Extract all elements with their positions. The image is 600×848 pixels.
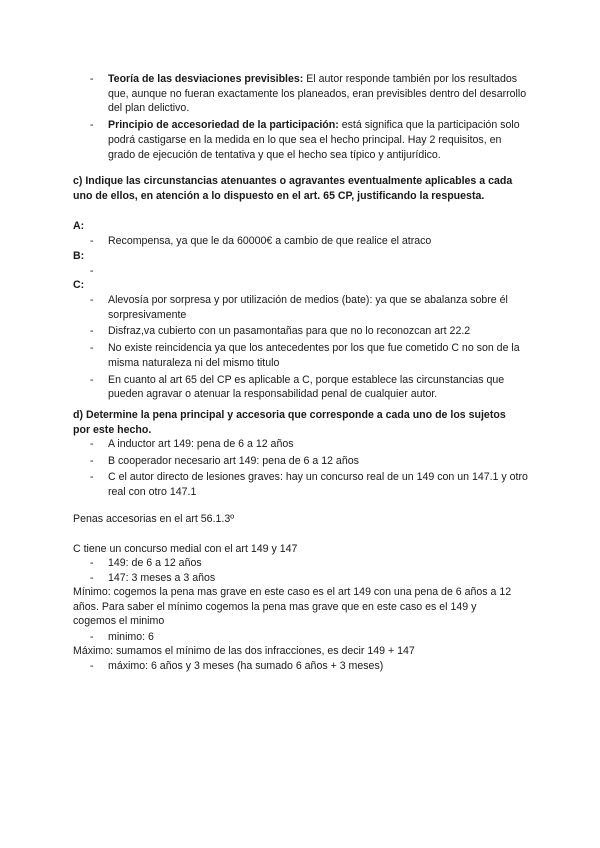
label-c: C:	[73, 279, 85, 291]
list-item: - máximo: 6 años y 3 meses (ha sumado 6 años + 3 meses)	[90, 660, 384, 672]
item-text: No existe reincidencia ya que los antecedentes por los que fue cometido C no son de la misma naturaleza ni del mismo titulo	[108, 342, 520, 369]
penas-accesorias-text: Penas accesorias en el art 56.1.3º	[73, 513, 235, 525]
item-bold-label: Teoría de las desviaciones previsibles:	[108, 73, 304, 85]
a-list	[0, 234, 600, 251]
list-item: - minimo: 6	[90, 631, 154, 643]
maximo-text: Máximo: sumamos el mínimo de las dos infracciones, es decir 149 + 147	[73, 645, 415, 657]
label-b: B:	[73, 250, 85, 262]
item-bold-label: Principio de accesoriedad de la participación:	[108, 119, 339, 132]
item-text: minimo: 6	[108, 631, 154, 643]
item-text: máximo: 6 años y 3 meses (ha sumado 6 años + 3 meses)	[108, 660, 384, 672]
list-item: - En cuanto al art 65 del CP es aplicable a C, porque establece las circunstancias que pueden agravar o atenuar la responsabilidad penal de cualquier autor.	[90, 373, 505, 401]
item-text: Disfraz,va cubierto con un pasamontañas para que no lo reconozcan art 22.2	[108, 325, 471, 338]
list-item: - Disfraz,va cubierto con un pasamontañas para que no lo reconozcan art 22.2	[90, 325, 471, 338]
item-text: C el autor directo de lesiones graves: hay un concurso real de un 149 con un 147.1 y otro real con otro 147.1	[108, 471, 528, 499]
list-item: - C el autor directo de lesiones graves: hay un concurso real de un 149 con un 147.1 y otro real con otro 147.1	[90, 471, 528, 499]
list-item: -	[90, 265, 94, 277]
concurso-list	[0, 556, 600, 585]
section-d-heading: d) Determine la pena principal y accesoria que corresponde a cada uno de los sujetos por este hecho.	[73, 409, 506, 436]
item-text: B cooperador necesario art 149: pena de 6 a 12 años	[108, 454, 359, 467]
item-text: 147: 3 meses a 3 años	[108, 571, 216, 584]
item-text: Recompensa, ya que le da 60000€ a cambio de que realice el atraco	[108, 235, 432, 247]
list-item: - No existe reincidencia ya que los antecedentes por los que fue cometido C no son de la misma naturaleza ni del mismo titulo	[90, 342, 520, 369]
list-item: - 147: 3 meses a 3 años	[90, 571, 216, 584]
item-text: está significa que la participación solo podrá castigarse en la medida en lo que sea el hecho principal. Hay 2 requisitos, en grado de ejecución de tentativa y que el hecho sea típico y antijurídico.	[108, 119, 520, 161]
list-item: - A inductor art 149: pena de 6 a 12 años	[90, 438, 294, 450]
theory-list	[0, 72, 600, 164]
list-item: - B cooperador necesario art 149: pena de 6 a 12 años	[90, 454, 359, 467]
b-list	[0, 264, 600, 281]
item-text: A inductor art 149: pena de 6 a 12 años	[108, 438, 294, 450]
item-text: En cuanto al art 65 del CP es aplicable a C, porque establece las circunstancias que pueden agravar o atenuar la responsabilidad penal de cualquier autor.	[108, 373, 505, 401]
item-text: El autor responde también por los resultados que, aunque no fueran exactamente los planeados, eran previsibles dentro del desarrollo del plan delictivo.	[108, 73, 527, 115]
c-list	[0, 293, 600, 404]
item-text: 149: de 6 a 12 años	[108, 557, 202, 569]
list-item: - Alevosía por sorpresa y por utilización de medios (bate): ya que se abalanza sobre él sorpresivamente	[90, 294, 508, 321]
minimo-text: Mínimo: cogemos la pena mas grave en este caso es el art 149 con una pena de 6 años a 12 años. Para saber el mínimo cogemos la pena mas grave que en este caso es el 149 y cogemos el minimo	[73, 586, 512, 628]
list-item: - Recompensa, ya que le da 60000€ a cambio de que realice el atraco	[90, 235, 432, 247]
label-a: A:	[73, 220, 85, 232]
list-item: - Teoría de las desviaciones previsibles: El autor responde también por los resultados que, aunque no fueran exactamente los planeados, eran previsibles dentro del desarrollo del plan delictivo.	[90, 73, 527, 115]
maximo-list	[0, 659, 600, 676]
list-item: - 149: de 6 a 12 años	[90, 557, 202, 569]
item-text: Alevosía por sorpresa y por utilización de medios (bate): ya que se abalanza sobre él sorpresivamente	[108, 294, 508, 321]
concurso-medial-text: C tiene un concurso medial con el art 149 y 147	[73, 543, 298, 555]
section-c-heading: c) Indique las circunstancias atenuantes o agravantes eventualmente aplicables a cada uno de ellos, en atención a lo dispuesto en el art. 65 CP, justificando la respuesta.	[73, 175, 513, 202]
list-item: - Principio de accesoriedad de la participación: está significa que la participación solo podrá castigarse en la medida en lo que sea el hecho principal. Hay 2 requisitos, en grado de ejecución de tentativa y que el hecho sea típico y antijurídico.	[90, 119, 520, 161]
d-list	[0, 437, 600, 502]
